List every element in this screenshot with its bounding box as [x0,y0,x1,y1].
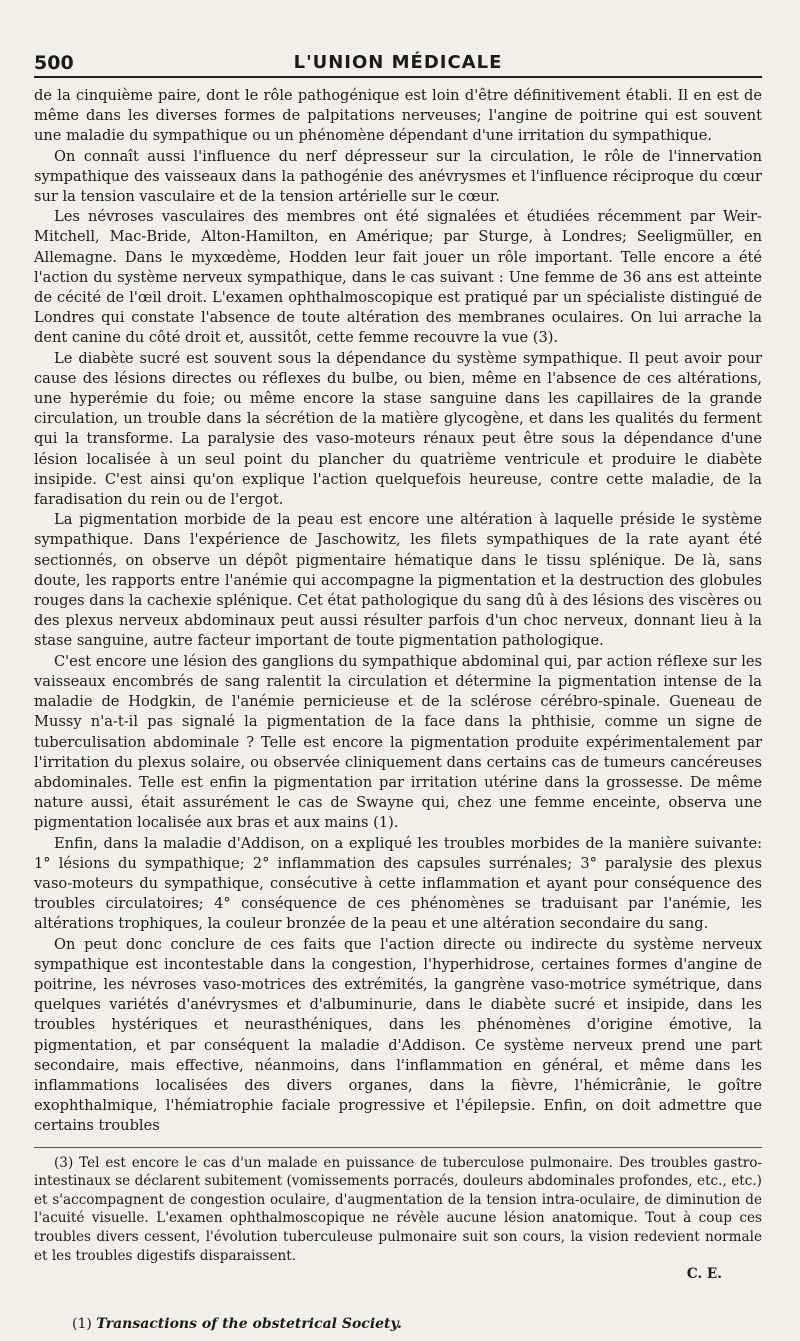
paragraph: C'est encore une lésion des ganglions du sympathique abdominal qui, par action réflexe sur les vaisseaux encombrés de sang ralentit la circulation et détermine la pigmentation intense de la maladie de Hodgkin, de l'anémie pernicieuse et de la sclérose cérébro-spinale. Gueneau de Mussy n'a-t-il pas signalé la pigmentation de la face dans la phthisie, comme un signe de tuberculisation abdominale ? Telle est encore la pigmentation produite expérimentalement par l'irritation du plexus solaire, ou observée cliniquement dans certains cas de tumeurs cancéreuses abdominales. Telle est enfin la pigmentation par irritation utérine dans la grossesse. De même nature aussi, était assurément le cas de Swayne qui, chez une femme enceinte, observa une pigmentation localisée aux bras et aux mains (1). [34,652,762,832]
bottom-footnote-mark: (1) [72,1316,92,1332]
footnote-signature: C. E. [686,1266,722,1283]
page-header [34,38,762,78]
bottom-footnote-reference: Transactions of the obstetrical Society. [96,1316,402,1332]
body-text [34,86,762,1137]
paragraph: Enfin, dans la maladie d'Addison, on a expliqué les troubles morbides de la manière suivante: 1° lésions du sympathique; 2° inflammation des capsules surrénales; 3° paralysie des plexus vaso-moteurs du sympathique, consécutive à cette inflammation et ayant pour conséquence des troubles circulatoires; 4° conséquence de ces phénomènes se traduisant par l'anémie, les altérations trophiques, la couleur bronzée de la peau et une altération secondaire du sang. [34,834,762,933]
running-title: L'UNION MÉDICALE [293,52,503,73]
page-number: 500 [34,52,74,74]
footnote-text: (3) Tel est encore le cas d'un malade en puissance de tuberculose pulmonaire. Des troubles gastro-intestinaux se déclarent subitement (vomissements porracés, douleurs abdominales profondes, etc., etc.) et s'accompagnent de congestion oculaire, d'augmentation de la tension intra-oculaire, de diminution de l'acuité visuelle. L'examen ophthalmoscopique ne révèle aucune lésion anatomique. Tout à coup ces troubles divers cessent, l'évolution tuberculeuse pulmonaire suit son cours, la vision redevient normale et les troubles digestifs disparaissent. [34,1154,762,1264]
paragraph: Les névroses vasculaires des membres ont été signalées et étudiées récemment par Weir-Mitchell, Mac-Bride, Alton-Hamilton, en Amérique; par Sturge, à Londres; Seeligmüller, en Allemagne. Dans le myxœdème, Hodden leur fait jouer un rôle important. Telle encore a été l'action du système nerveux sympathique, dans le cas suivant : Une femme de 36 ans est atteinte de cécité de l'œil droit. L'examen ophthalmoscopique est pratiqué par un spécialiste distingué de Londres qui constate l'absence de toute altération des membranes oculaires. On lui arrache la dent canine du côté droit et, aussitôt, cette femme recouvre la vue (3). [34,208,762,347]
paragraph: de la cinquième paire, dont le rôle pathogénique est loin d'être définitivement établi. Il en est de même dans les diverses formes de palpitations nerveuses; l'angine de poitrine qui est souvent une maladie du sympathique ou un phénomène dépendant d'une irritation du sympathique. [34,87,762,145]
bottom-footnote [72,1316,402,1332]
paragraph: On connaît aussi l'influence du nerf dépresseur sur la circulation, le rôle de l'innervation sympathique des vaisseaux dans la pathogénie des anévrysmes et l'influence réciproque du cœur sur la tension vasculaire et de la tension artérielle sur le cœur. [34,147,762,206]
paragraph: Le diabète sucré est souvent sous la dépendance du système sympathique. Il peut avoir pour cause des lésions directes ou réflexes du bulbe, ou bien, même en l'absence de ces altérations, une hyperémie du foie; ou même encore la stase sanguine dans les capillaires de la grande circulation, un trouble dans la sécrétion de la matière glycogène, et dans les qualités du ferment qui la transforme. La paralysie des vaso-moteurs rénaux peut être sous la dépendance d'une lésion localisée à un seul point du plancher du quatrième ventricule et produire le diabète insipide. C'est ainsi qu'on explique l'action quelquefois heureuse, contre cette maladie, de la faradisation du rein ou de l'ergot. [34,349,762,509]
footnote [34,1147,762,1284]
paragraph: La pigmentation morbide de la peau est encore une altération à laquelle préside le système sympathique. Dans l'expérience de Jaschowitz, les filets sympathiques de la rate ayant été sectionnés, on observe un dépôt pigmentaire hématique dans le tissu splénique. De là, sans doute, les rapports entre l'anémie qui accompagne la pigmentation et la destruction des globules rouges dans la cachexie splénique. Cet état pathologique du sang dû à des lésions des viscères ou des plexus nerveux abdominaux peut aussi résulter parfois d'un choc nerveux, donnant lieu à la stase sanguine, autre facteur important de toute pigmentation pathologique. [34,511,762,650]
paragraph: On peut donc conclure de ces faits que l'action directe ou indirecte du système nerveux sympathique est incontestable dans la congestion, l'hyperhidrose, certaines formes d'angine de poitrine, les névroses vaso-motrices des extrémités, la gangrène vaso-motrice symétrique, dans quelques variétés d'anévrysmes et d'albuminurie, dans le diabète sucré et insipide, dans les troubles hystériques et neurasthéniques, dans les phénomènes d'origine émotive, la pigmentation, et par conséquent la maladie d'Addison. Ce système nerveux prend une part secondaire, mais effective, néanmoins, dans l'inflammation en général, et même dans les inflammations localisées des divers organes, dans la fièvre, l'hémicrânie, le goître exophthalmique, l'hémiatrophie faciale progressive et l'épilepsie. Enfin, on doit admettre que certains troubles [34,935,762,1135]
